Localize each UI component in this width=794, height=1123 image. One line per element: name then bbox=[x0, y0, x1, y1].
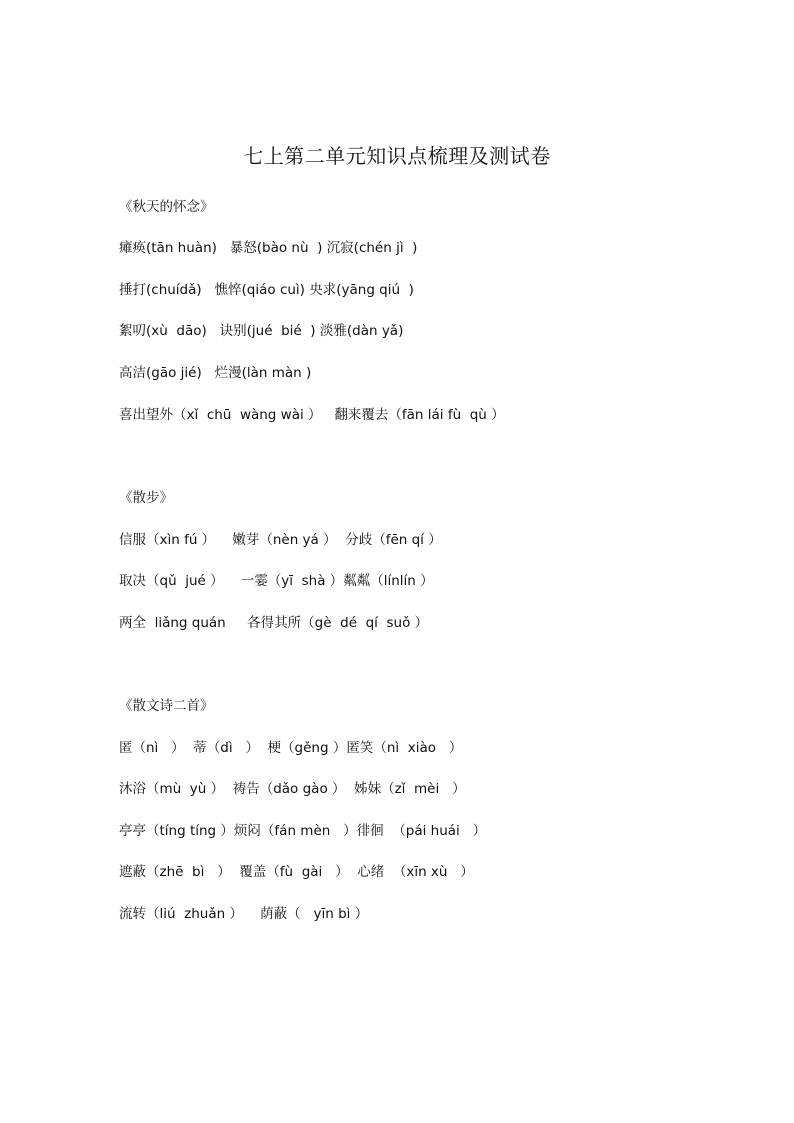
vocab-line: 喜出望外（xǐ chū wàng wài ） 翻来覆去（fān lái fù qù ） bbox=[119, 407, 505, 423]
vocab-line: 絮叨(xù dāo) 诀别(jué bié ) 淡雅(dàn yǎ) bbox=[119, 323, 404, 339]
vocab-line: 遮蔽（zhē bì ） 覆盖（fù gài ） 心绪 （xīn xù ） bbox=[119, 864, 474, 880]
vocab-line: 信服（xìn fú ） 嫩芽（nèn yá ） 分歧（fēn qí ） bbox=[119, 532, 442, 548]
vocab-line: 捶打(chuídǎ) 憔悴(qiáo cuì) 央求(yāng qiú ) bbox=[119, 282, 414, 298]
document-title: 七上第二单元知识点梳理及测试卷 bbox=[243, 144, 551, 168]
vocab-line: 匿（nì ） 蒂（dì ） 梗（gěng ）匿笑（nì xiào ） bbox=[119, 740, 463, 756]
vocab-line: 两全 liǎng quán 各得其所（gè dé qí suǒ ） bbox=[119, 615, 429, 631]
section-heading-sanwenshi: 《散文诗二首》 bbox=[119, 698, 214, 714]
vocab-line: 高洁(gāo jié) 烂漫(làn màn ) bbox=[119, 365, 312, 381]
section-heading-sanbu: 《散步》 bbox=[119, 490, 173, 506]
vocab-line: 取决（qǔ jué ） 一霎（yī shà ）粼粼（línlín ） bbox=[119, 573, 434, 589]
vocab-line: 瘫痪(tān huàn) 暴怒(bào nù ) 沉寂(chén jì ) bbox=[119, 240, 418, 256]
vocab-line: 流转（liú zhuǎn ） 荫蔽（ yīn bì ） bbox=[119, 906, 369, 922]
vocab-line: 亭亭（tíng tíng ）烦闷（fán mèn ）徘徊 （pái huái ） bbox=[119, 823, 487, 839]
vocab-line: 沐浴（mù yù ） 祷告（dǎo gào ） 姊妹（zǐ mèi ） bbox=[119, 781, 466, 797]
section-heading-qiutian: 《秋天的怀念》 bbox=[119, 199, 214, 215]
